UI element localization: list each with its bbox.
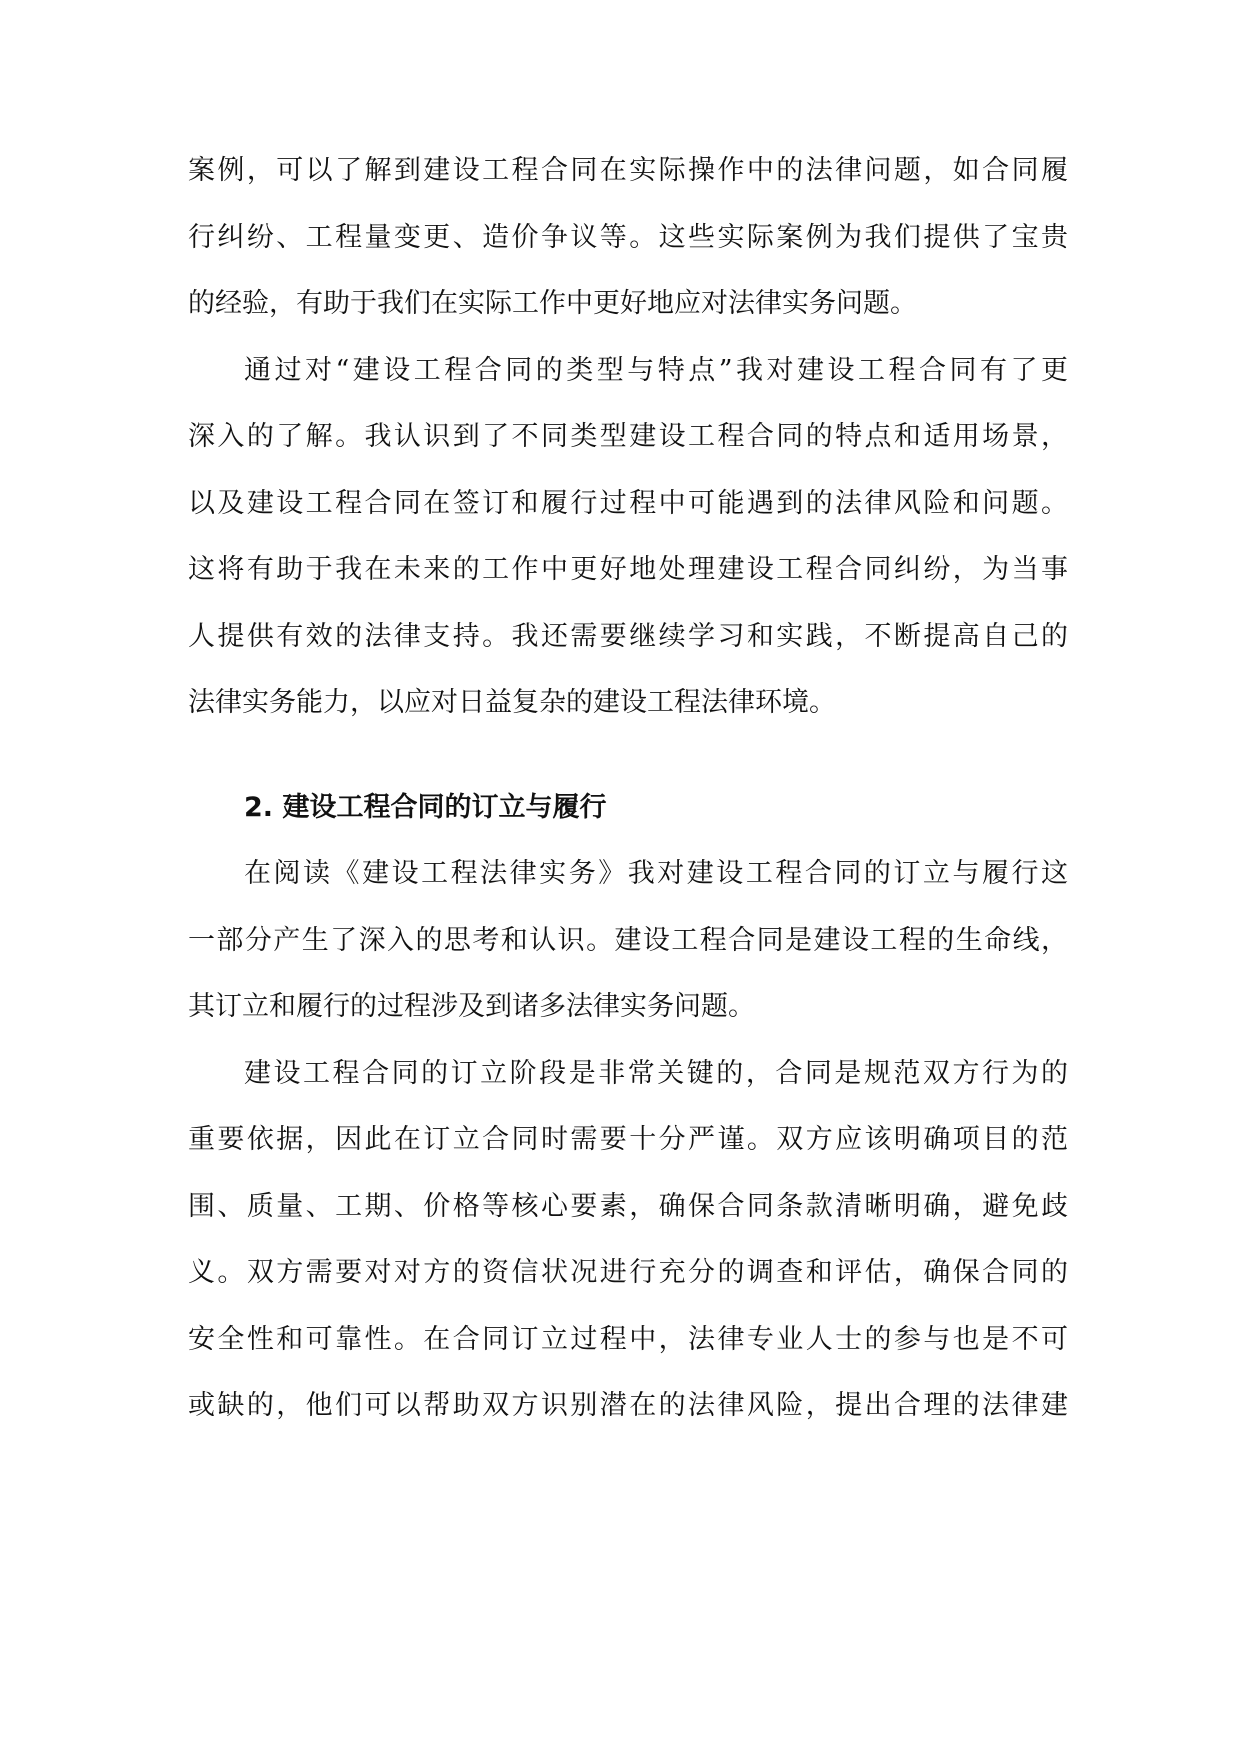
text-line: 这将有助于我在未来的工作中更好地处理建设工程合同纠纷，为当事 xyxy=(188,554,1068,585)
text-line: 义。双方需要对对方的资信状况进行充分的调查和评估，确保合同的 xyxy=(188,1257,1068,1288)
text-line: 案例，可以了解到建设工程合同在实际操作中的法律问题，如合同履 xyxy=(188,155,1068,186)
section-heading: 2. 建设工程合同的订立与履行 xyxy=(244,791,607,823)
text-line: 在阅读《建设工程法律实务》我对建设工程合同的订立与履行这 xyxy=(244,858,1068,889)
text-line: 安全性和可靠性。在合同订立过程中，法律专业人士的参与也是不可 xyxy=(188,1323,1068,1355)
paragraph-case-study xyxy=(188,138,1068,338)
text-line: 围、质量、工期、价格等核心要素，确保合同条款清晰明确，避免歧 xyxy=(188,1190,1068,1222)
text-line: 的经验，有助于我们在实际工作中更好地应对法律实务问题。 xyxy=(188,288,917,319)
text-line: 一部分产生了深入的思考和认识。建设工程合同是建设工程的生命线， xyxy=(188,924,1068,956)
document-body xyxy=(188,138,1068,1440)
text-line: 或缺的，他们可以帮助双方识别潜在的法律风险，提出合理的法律建 xyxy=(188,1390,1068,1421)
text-line: 通过对“建设工程合同的类型与特点”我对建设工程合同有了更 xyxy=(244,354,1068,386)
text-line: 以及建设工程合同在签订和履行过程中可能遇到的法律风险和问题。 xyxy=(188,487,1068,519)
paragraph-contract-formation xyxy=(188,1041,1068,1440)
text-line: 建设工程合同的订立阶段是非常关键的，合同是规范双方行为的 xyxy=(244,1057,1068,1089)
text-line: 其订立和履行的过程涉及到诸多法律实务问题。 xyxy=(188,991,755,1022)
text-line: 重要依据，因此在订立合同时需要十分严谨。双方应该明确项目的范 xyxy=(188,1124,1068,1155)
text-line: 法律实务能力，以应对日益复杂的建设工程法律环境。 xyxy=(188,687,836,718)
text-line: 人提供有效的法律支持。我还需要继续学习和实践，不断提高自己的 xyxy=(188,620,1068,652)
text-line: 深入的了解。我认识到了不同类型建设工程合同的特点和适用场景， xyxy=(188,421,1068,452)
paragraph-reading-intro xyxy=(188,841,1068,1041)
text-line: 行纠纷、工程量变更、造价争议等。这些实际案例为我们提供了宝贵 xyxy=(188,221,1068,253)
paragraph-contract-types xyxy=(188,338,1068,737)
